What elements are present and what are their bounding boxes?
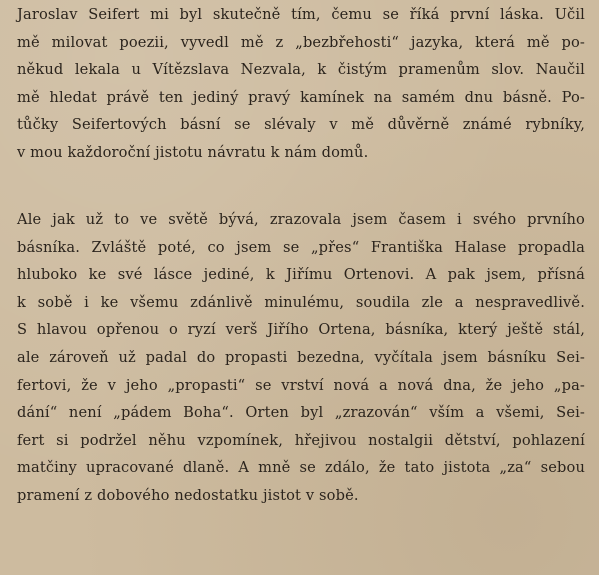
text-line: Ale jak už to ve světě bývá, zrazovala jsem časem i svého prvního [17,211,585,228]
text-line: v mou každoroční jistotu návratu k nám domů. [17,143,369,161]
text-line: někud lekala u Vítězslava Nezvala, k čistým pramenům slov. Naučil [17,61,585,79]
paragraph-1 [17,1,585,167]
text-line: hluboko ke své lásce jediné, k Jiřímu Ortenovi. A pak jsem, přísná [17,266,585,284]
text-line: dání“ není „pádem Boha“. Orten byl „zrazován“ vším a všemi, Sei- [17,404,585,422]
text-line: k sobě i ke všemu zdánlivě minulému, soudila zle a nespravedlivě. [17,293,585,311]
text-line: pramení z dobového nedostatku jistot v sobě. [17,486,359,504]
text-line: básníka. Zvláště poté, co jsem se „přes“ Františka Halase propadla [17,238,585,256]
text-line: Jaroslav Seifert mi byl skutečně tím, čemu se říká první láska. Učil [17,6,585,23]
text-line: ale zároveň už padal do propasti bezedna, vyčítala jsem básníku Sei- [17,348,585,366]
text-line: S hlavou opřenou o ryzí verš Jiřího Ortena, básníka, který ještě stál, [17,321,585,339]
text-line: matčiny upracované dlaně. A mně se zdálo, že tato jistota „za“ sebou [17,459,585,477]
text-line: mě milovat poezii, vyvedl mě z „bezbřehosti“ jazyka, která mě po- [17,33,585,51]
text-line: fert si podržel něhu vzpomínek, hřejivou nostalgii dětství, pohlazení [17,431,585,449]
text-line: fertovi, že v jeho „propasti“ se vrství nová a nová dna, že jeho „pa- [17,376,585,394]
paragraph-2 [17,206,585,510]
text-line: mě hledat právě ten jediný pravý kamínek na samém dnu básně. Po- [17,88,585,106]
text-line: tůčky Seifertových básní se slévaly v mě důvěrně známé rybníky, [17,116,585,134]
